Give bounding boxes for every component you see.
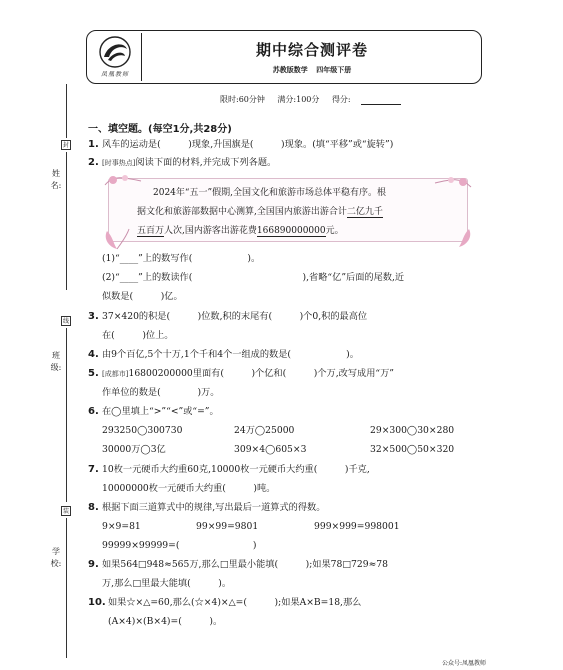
binding-line-mid1: [66, 152, 67, 290]
material-text: 人次,国内游客出游花费: [164, 226, 257, 236]
time-limit: 限时:60分钟: [220, 95, 265, 104]
compare-item: 29×300◯30×280: [370, 425, 455, 436]
question-tag: [时事热点]: [102, 159, 136, 167]
flower-decoration-icon: [445, 225, 475, 249]
question-2-2: (2)“____”上的数读作( ),省略“亿”后面的尾数,近: [102, 272, 405, 283]
subtitle-grade: 四年级下册: [316, 66, 352, 74]
question-7-cont: 10000000枚一元硬币大约重( )吨。: [102, 483, 276, 494]
class-label: 班级:: [50, 351, 62, 372]
question-text: 16800200000里面有( )个亿和( )个万,改写成用“万”: [128, 368, 394, 379]
question-text: 阅读下面的材料,并完成下列各题。: [135, 157, 277, 168]
school-label: 学校:: [50, 547, 62, 568]
pattern-item: 999×999=998001: [314, 521, 400, 532]
compare-item: 309×4◯605×3: [234, 444, 307, 455]
page-title: 期中综合测评卷: [255, 41, 368, 59]
material-text: 元。: [325, 226, 344, 236]
underlined-number-2: 166890000000: [256, 226, 326, 236]
question-tag: [成都市]: [102, 370, 129, 378]
question-number: 8.: [88, 502, 99, 513]
reading-material-box: [108, 178, 468, 242]
compare-item: 32×500◯50×320: [370, 444, 455, 455]
pattern-item: 9×9=81: [102, 521, 141, 532]
question-7: [88, 464, 370, 476]
logo: [89, 33, 142, 81]
question-9-cont: 万,那么□里最大能填( )。: [102, 578, 232, 589]
material-line-1: 2024年“五一”假期,全国文化和旅游市场总体平稳有序。根: [153, 188, 386, 198]
question-text: 由9个百亿,5个十万,1个千和4个一组成的数是( )。: [102, 349, 359, 360]
question-text: 在◯里填上“>”“<”或“=”。: [102, 406, 219, 417]
score-label: 得分:: [331, 95, 351, 104]
binding-line-box: 线: [62, 318, 69, 325]
question-6: [88, 406, 219, 418]
compare-item: 30000万◯3亿: [102, 444, 166, 455]
question-number: 1.: [88, 139, 99, 150]
material-line-2: [137, 204, 383, 217]
underlined-number-1-cont: 五百万: [137, 226, 165, 236]
question-number: 4.: [88, 349, 99, 360]
binding-seal-box: 封: [62, 142, 69, 149]
question-10: [88, 597, 361, 609]
binding-line-top: [66, 84, 67, 138]
footer-wechat: 公众号:凤凰教师: [442, 660, 487, 667]
question-number: 3.: [88, 311, 99, 322]
header-box: [86, 30, 482, 84]
full-score: 满分:100分: [277, 95, 320, 104]
binding-line-mid2: [66, 328, 67, 502]
binding-line-bottom: [66, 518, 67, 658]
name-label: 姓名:: [50, 169, 62, 190]
question-number: 10.: [88, 597, 106, 608]
question-5: [88, 368, 394, 380]
flower-decoration-icon: [103, 171, 143, 193]
subtitle: [143, 65, 481, 75]
section-title: 一、填空题。(每空1分,共28分): [88, 124, 232, 135]
logo-text: 凤凰教师: [100, 71, 129, 78]
question-number: 5.: [88, 368, 99, 379]
question-number: 6.: [88, 406, 99, 417]
question-number: 9.: [88, 559, 99, 570]
question-3: [88, 311, 367, 323]
question-text: 风车的运动是( )现象,升国旗是( )现象。(填“平移”或“旋转”): [102, 139, 394, 150]
question-text: 根据下面三道算式中的规律,写出最后一道算式的得数。: [102, 502, 326, 513]
question-text: 如果564□948≈565万,那么□里最小能填( );如果78□729≈78: [102, 559, 388, 570]
subtitle-publisher: 苏教版数学: [272, 66, 308, 74]
binding-bind-box: 装: [62, 508, 69, 515]
material-text: 据文化和旅游部数据中心测算,全国国内旅游出游合计: [137, 207, 347, 217]
compare-item: 24万◯25000: [234, 425, 295, 436]
question-2-2-cont: 似数是( )亿。: [102, 291, 183, 302]
exam-info: [220, 94, 411, 105]
question-5-cont: 作单位的数是( )万。: [102, 387, 220, 398]
question-9: [88, 559, 388, 571]
question-1: [88, 139, 393, 151]
material-line-3: [137, 223, 344, 236]
question-4: [88, 349, 359, 361]
score-field[interactable]: [361, 96, 401, 105]
pattern-item: 99×99=9801: [196, 521, 259, 532]
pattern-answer: 99999×99999=( ): [102, 540, 257, 551]
question-8: [88, 502, 325, 514]
question-3-cont: 在( )位上。: [102, 330, 174, 341]
question-2: [88, 157, 276, 169]
question-text: 37×420的积是( )位数,积的末尾有( )个0,积的最高位: [102, 311, 368, 322]
question-number: 2.: [88, 157, 99, 168]
question-number: 7.: [88, 464, 99, 475]
question-10-cont: (A×4)×(B×4)=( )。: [108, 616, 223, 627]
question-text: 10枚一元硬币大约重60克,10000枚一元硬币大约重( )千克,: [102, 464, 370, 475]
flower-decoration-icon: [101, 227, 131, 251]
underlined-number-1: 二亿九千: [346, 207, 383, 217]
question-text: 如果☆×△=60,那么(☆×4)×△=( );如果A×B=18,那么: [108, 597, 362, 608]
flower-decoration-icon: [433, 173, 473, 195]
phoenix-logo-icon: [94, 35, 136, 71]
question-2-1: (1)“____”上的数写作( )。: [102, 253, 261, 264]
compare-item: 293250◯300730: [102, 425, 183, 436]
